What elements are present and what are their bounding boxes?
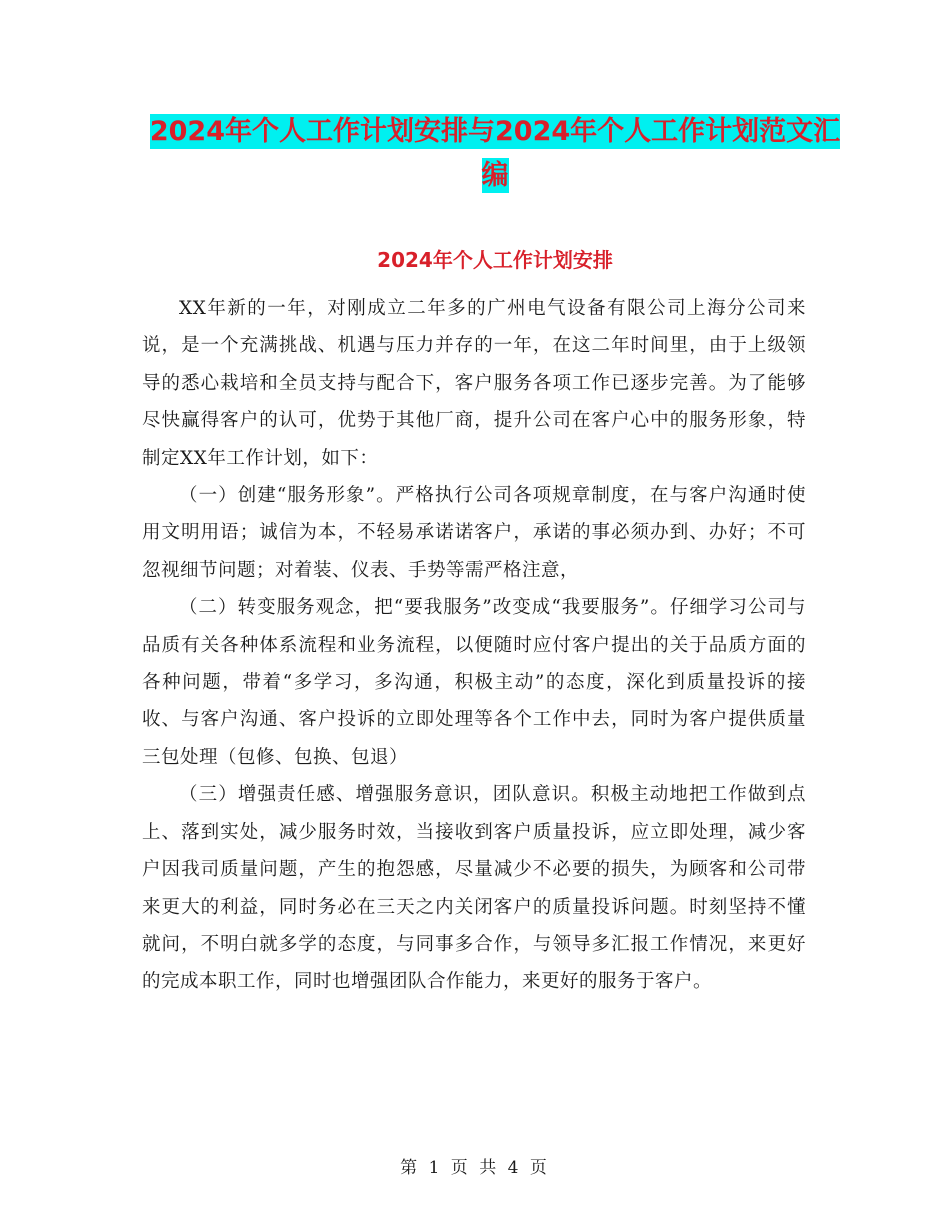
document-body <box>142 290 806 1001</box>
paragraph-item-2: （二）转变服务观念，把“要我服务”改变成“我要服务”。仔细学习公司与品质有关各种体系流程和业务流程，以便随时应付客户提出的关于品质方面的各种问题，带着“多学习，多沟通，积极主动”的态度，深化到质量投诉的接收、与客户沟通、客户投诉的立即处理等各个工作中去，同时为客户提供质量三包处理（包修、包换、包退） <box>142 597 806 768</box>
paragraph-item-3: （三）增强责任感、增强服务意识，团队意识。积极主动地把工作做到点上、落到实处，减少服务时效，当接收到客户质量投诉，应立即处理，减少客户因我司质量问题，产生的抱怨感，尽量减少不必要的损失，为顾客和公司带来更大的利益，同时务必在三天之内关闭客户的质量投诉问题。时刻坚持不懂就问，不明白就多学的态度，与同事多合作，与领导多汇报工作情况，来更好的完成本职工作，同时也增强团队合作能力，来更好的服务于客户。 <box>142 784 806 993</box>
page-number-footer: 第 1 页 共 4 页 <box>400 1158 550 1178</box>
document-title-text: 2024年个人工作计划安排与2024年个人工作计划范文汇编 <box>149 116 841 191</box>
document-title <box>140 110 850 198</box>
paragraph-intro: XX年新的一年，对刚成立二年多的广州电气设备有限公司上海分公司来说，是一个充满挑战、机遇与压力并存的一年，在这二年时间里，由于上级领导的悉心栽培和全员支持与配合下，客户服务各项工作已逐步完善。为了能够尽快赢得客户的认可，优势于其他厂商，提升公司在客户心中的服务形象，特制定XX年工作计划，如下： <box>142 298 806 469</box>
paragraph-item-1: （一）创建“服务形象”。严格执行公司各项规章制度，在与客户沟通时使用文明用语；诚信为本，不轻易承诺诺客户，承诺的事必须办到、办好；不可忽视细节问题；对着装、仪表、手势等需严格注意， <box>142 485 806 581</box>
section-heading: 2024年个人工作计划安排 <box>377 248 613 272</box>
